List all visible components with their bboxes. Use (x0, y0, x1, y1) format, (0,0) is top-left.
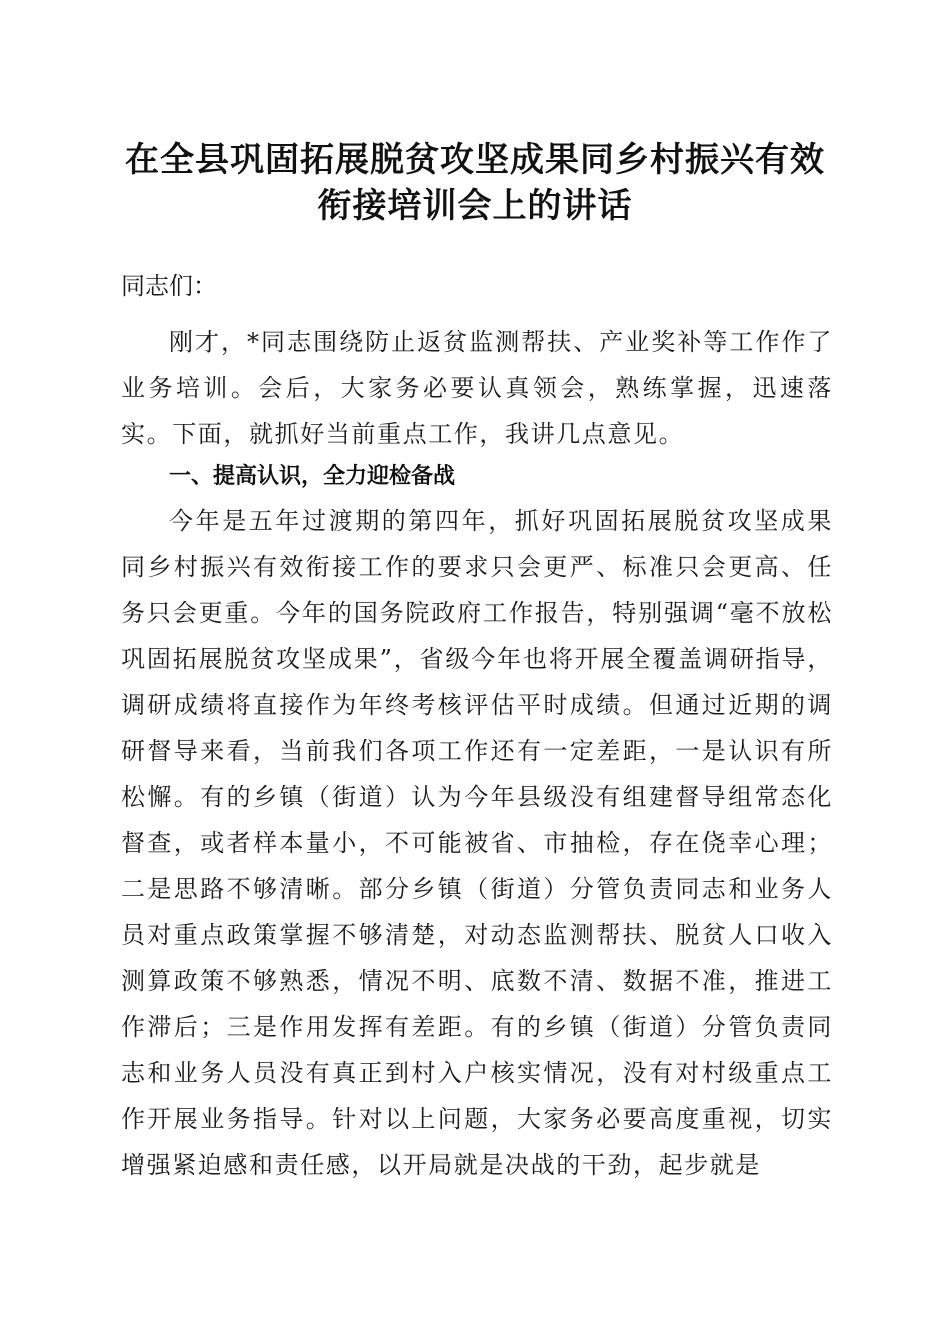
paragraph-intro: 刚才，*同志围绕防止返贫监测帮扶、产业奖补等工作作了业务培训。会后，大家务必要认真领会，熟练掌握，迅速落实。下面，就抓好当前重点工作，我讲几点意见。 (121, 328, 833, 448)
document-title-line-1: 在全县巩固拓展脱贫攻坚成果同乡村振兴有效 (125, 140, 825, 180)
section-heading-1: 一、提高认识，全力迎检备战 (169, 464, 456, 489)
salutation: 同志们： (121, 272, 217, 300)
paragraph-section-1: 今年是五年过渡期的第四年，抓好巩固拓展脱贫攻坚成果同乡村振兴有效衔接工作的要求只会更严、标准只会更高、任务只会更重。今年的国务院政府工作报告，特别强调“毫不放松巩固拓展脱贫攻坚成果”，省级今年也将开展全覆盖调研指导，调研成绩将直接作为年终考核评估平时成绩。但通过近期的调研督导来看，当前我们各项工作还有一定差距，一是认识有所松懈。有的乡镇（街道）认为今年县级没有组建督导组常态化督查，或者样本量小，不可能被省、市抽检，存在侥幸心理；二是思路不够清晰。部分乡镇（街道）分管负责同志和业务人员对重点政策掌握不够清楚，对动态监测帮扶、脱贫人口收入测算政策不够熟悉，情况不明、底数不清、数据不准，推进工作滞后；三是作用发挥有差距。有的乡镇（街道）分管负责同志和业务人员没有真正到村入户核实情况，没有对村级重点工作开展业务指导。针对以上问题，大家务必要高度重视，切实增强紧迫感和责任感，以开局就是决战的干劲，起步就是 (121, 507, 833, 1179)
document-title-line-2: 衔接培训会上的讲话 (317, 186, 633, 226)
